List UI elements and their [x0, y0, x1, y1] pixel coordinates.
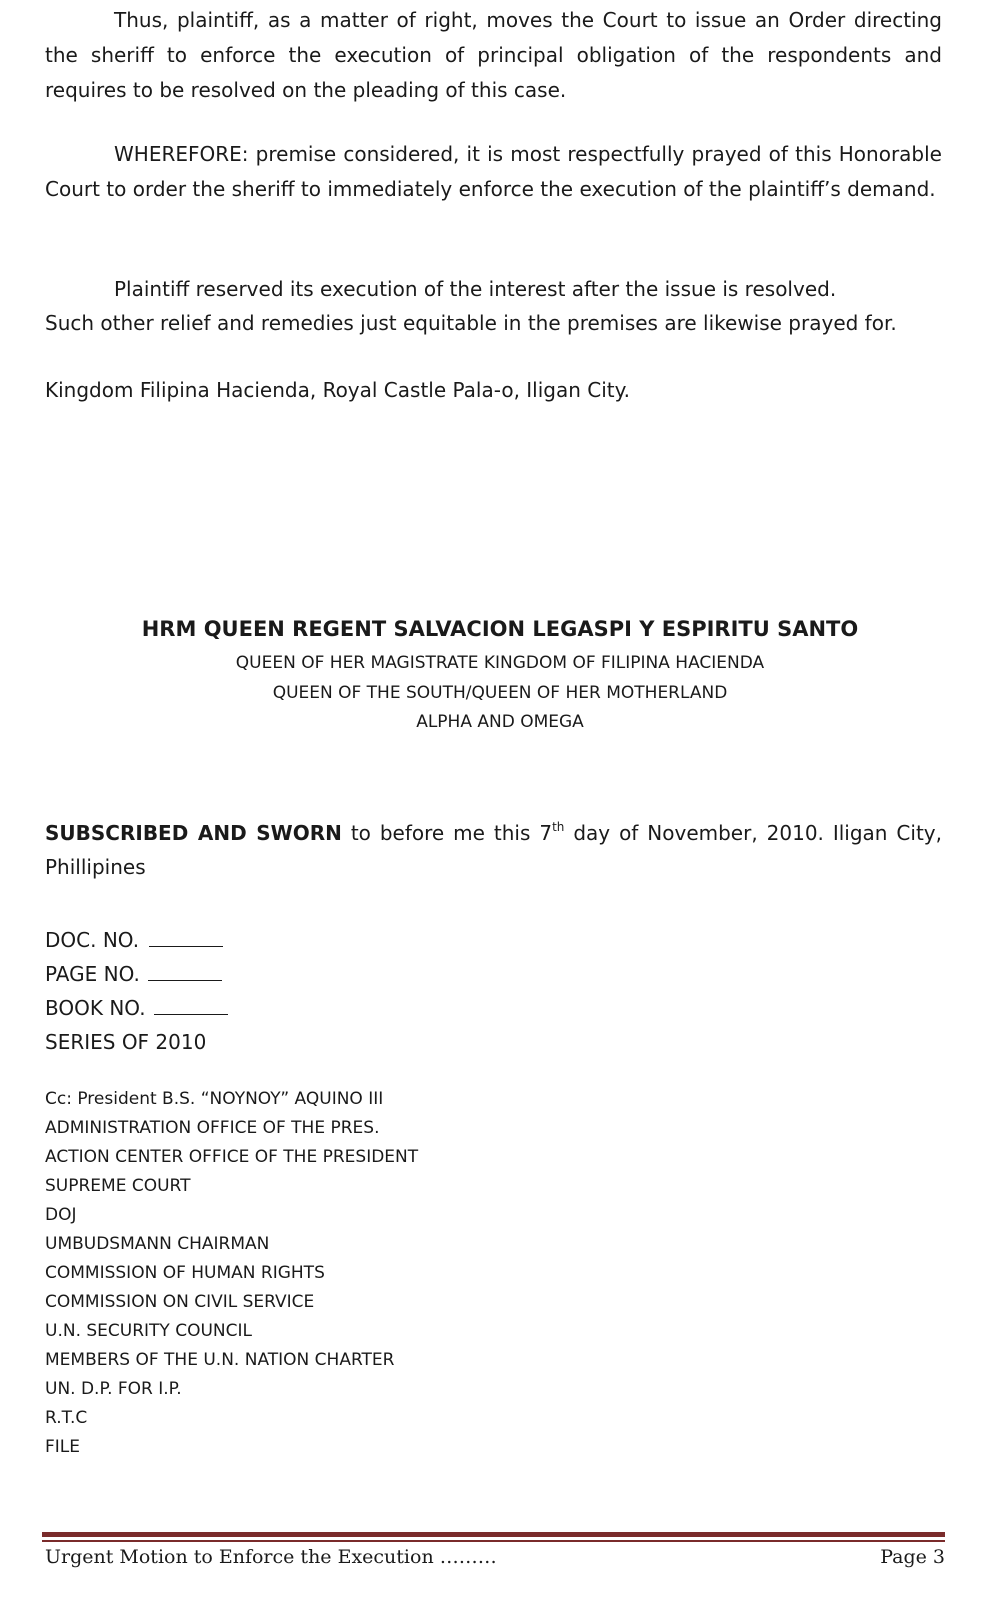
place-line: Kingdom Filipina Hacienda, Royal Castle Pala-o, Iligan City. — [45, 378, 630, 402]
paragraph-other-relief: Such other relief and remedies just equitable in the premises are likewise prayed for. — [45, 311, 897, 335]
series-line: SERIES OF 2010 — [45, 1030, 207, 1054]
cc-item: MEMBERS OF THE U.N. NATION CHARTER — [45, 1350, 395, 1370]
jurat-line-1 — [45, 816, 942, 851]
page-no-line — [45, 957, 222, 992]
jurat-bold-lead: SUBSCRIBED AND SWORN — [45, 821, 342, 845]
footer-page-number: Page 3 — [880, 1546, 945, 1568]
signatory-name: HRM QUEEN REGENT SALVACION LEGASPI Y ESPIRITU SANTO — [141, 617, 859, 641]
paragraph-wherefore: WHEREFORE: premise considered, it is most respectfully prayed of this Honorable Court to order the sheriff to immediately enforce the execution of the plaintiff’s demand. — [45, 142, 942, 201]
signatory-title-3-text: ALPHA AND OMEGA — [416, 712, 584, 732]
footer-document-title: Urgent Motion to Enforce the Execution ……… — [45, 1546, 497, 1568]
cc-item: COMMISSION ON CIVIL SERVICE — [45, 1292, 315, 1312]
cc-item: ADMINISTRATION OFFICE OF THE PRES. — [45, 1118, 380, 1138]
cc-item: ACTION CENTER OFFICE OF THE PRESIDENT — [45, 1147, 419, 1167]
footer-rule-thick — [42, 1532, 945, 1537]
doc-no-line — [45, 923, 223, 958]
footer-rule-thin — [42, 1540, 945, 1542]
cc-item: COMMISSION OF HUMAN RIGHTS — [45, 1263, 325, 1283]
cc-item: SUPREME COURT — [45, 1176, 191, 1196]
jurat-superscript: th — [552, 820, 565, 834]
book-no-blank — [154, 994, 228, 1015]
cc-item: R.T.C — [45, 1408, 88, 1428]
jurat-line-2: Phillipines — [45, 855, 146, 879]
jurat-text-after: day of November, 2010. Iligan City, — [573, 821, 942, 845]
cc-item: FILE — [45, 1437, 81, 1457]
signatory-title-1-text: QUEEN OF HER MAGISTRATE KINGDOM OF FILIPINA HACIENDA — [235, 653, 765, 673]
page-no-label: PAGE NO. — [45, 962, 140, 986]
jurat-text-before: to before me this 7 — [350, 821, 553, 845]
cc-item: Cc: President B.S. “NOYNOY” AQUINO III — [45, 1089, 384, 1109]
doc-no-blank — [149, 926, 223, 947]
signatory-title-1 — [0, 648, 1000, 678]
signatory-title-2-text: QUEEN OF THE SOUTH/QUEEN OF HER MOTHERLAND — [272, 683, 728, 703]
signatory-title-2 — [0, 678, 1000, 708]
cc-item: UN. D.P. FOR I.P. — [45, 1379, 182, 1399]
doc-no-label: DOC. NO. — [45, 928, 140, 952]
book-no-label: BOOK NO. — [45, 996, 146, 1020]
page-no-blank — [148, 960, 222, 981]
paragraph-motion: Thus, plaintiff, as a matter of right, moves the Court to issue an Order directing the sheriff to enforce the execution of principal obligation of the respondents and requires to be resolved on the pleading of this case. — [45, 8, 942, 102]
cc-item: UMBUDSMANN CHAIRMAN — [45, 1234, 270, 1254]
book-no-line — [45, 991, 228, 1026]
cc-item: U.N. SECURITY COUNCIL — [45, 1321, 252, 1341]
paragraph-reservation: Plaintiff reserved its execution of the interest after the issue is resolved. — [114, 277, 837, 301]
signatory-title-3 — [0, 707, 1000, 737]
cc-item: DOJ — [45, 1205, 77, 1225]
